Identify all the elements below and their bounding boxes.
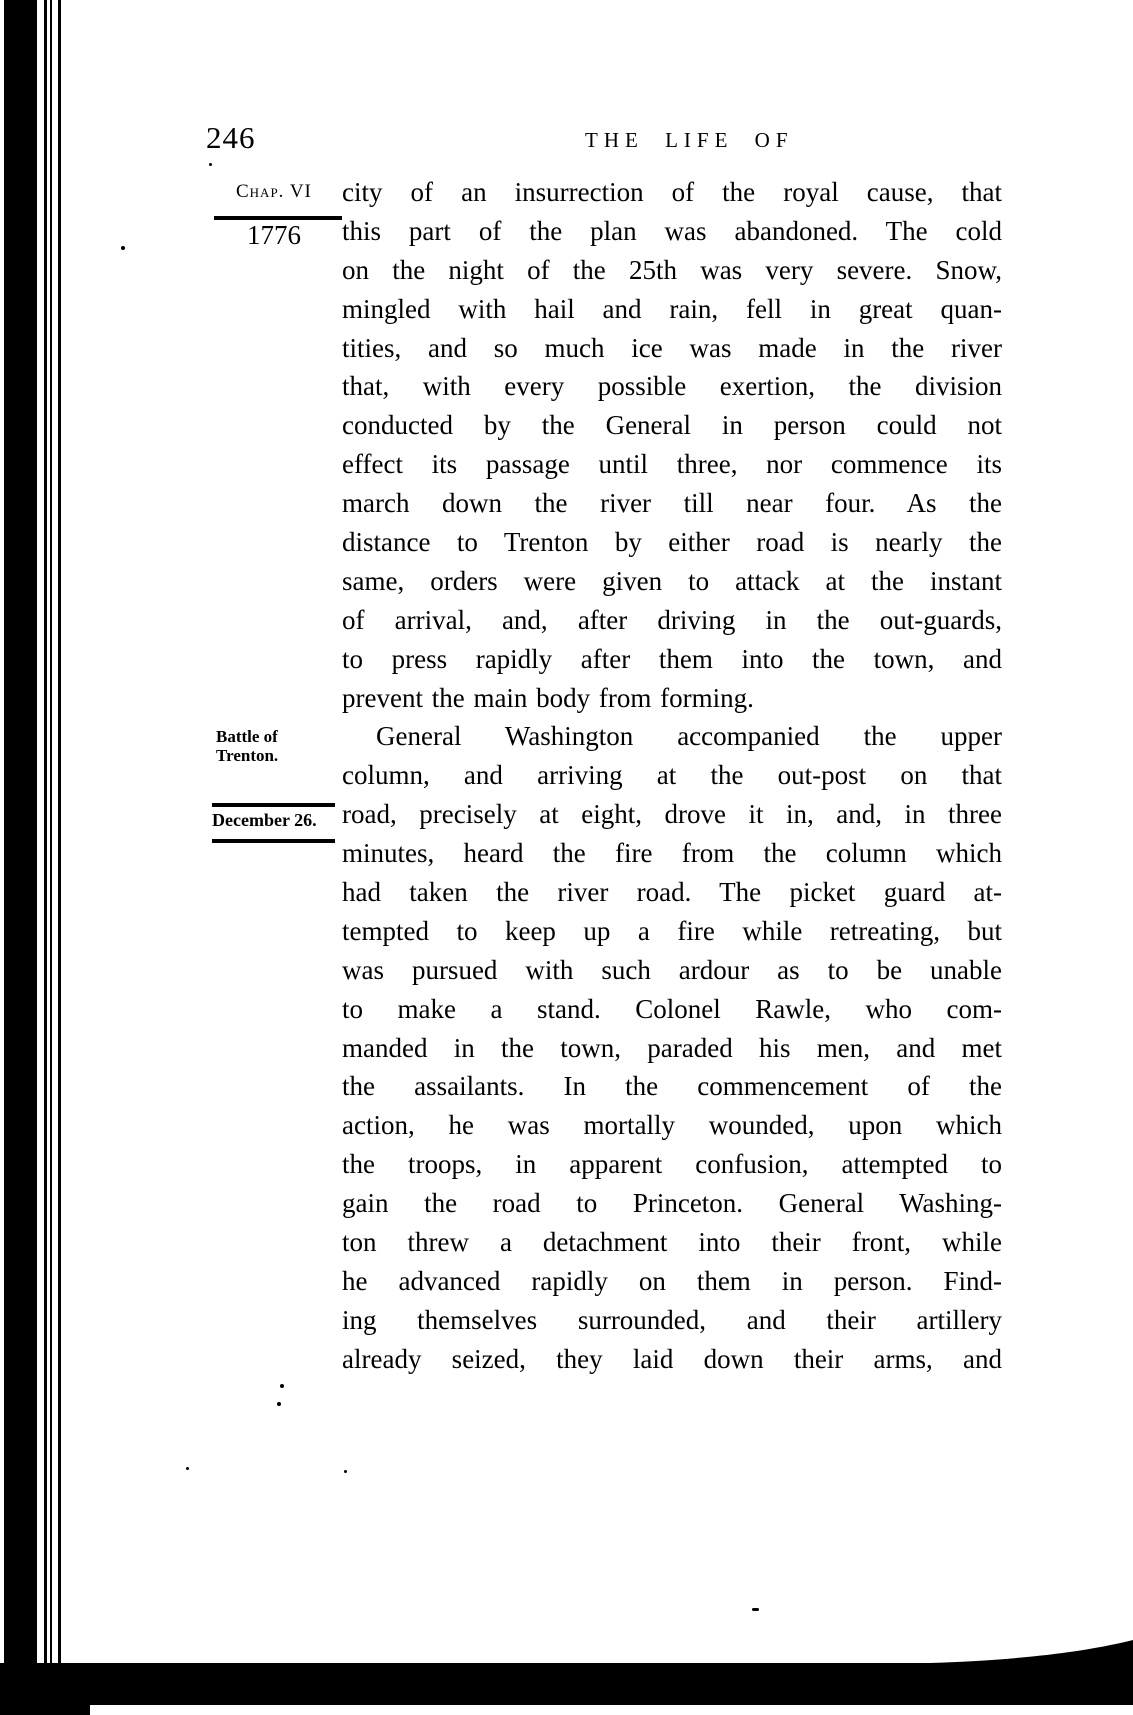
ink-speck <box>186 1467 189 1470</box>
ink-speck <box>209 163 212 166</box>
text-line: tempted to keep up a fire while retreating, but <box>342 915 1002 946</box>
margin-chapter-label: Chap. VI <box>236 181 312 202</box>
page-number: 246 <box>206 120 256 155</box>
text-line: tities, and so much ice was made in the river <box>342 332 1002 363</box>
body-text-block <box>342 173 1002 1379</box>
binding-shadow-bar <box>4 0 37 1715</box>
text-line: this part of the plan was abandoned. The cold <box>342 215 1002 246</box>
text-line: effect its passage until three, nor commence its <box>342 449 1002 480</box>
margin-note-line: Trenton. <box>216 746 279 765</box>
text-line: column, and arriving at the out-post on that <box>342 760 1002 791</box>
text-line: minutes, heard the fire from the column which <box>342 838 1002 869</box>
text-line: ton threw a detachment into their front, while <box>342 1227 1002 1258</box>
text-line: of arrival, and, after driving in the out-guards, <box>342 604 1002 635</box>
ink-speck <box>121 246 125 250</box>
text-line: conducted by the General in person could not <box>342 410 1002 441</box>
text-line: had taken the river road. The picket guard at- <box>342 877 1002 908</box>
text-line-paragraph-start: General Washington accompanied the upper <box>376 721 1002 752</box>
text-line: gain the road to Princeton. General Washing- <box>342 1188 1002 1219</box>
text-line: ing themselves surrounded, and their artillery <box>342 1304 1002 1335</box>
margin-note-battle-of-trenton <box>216 727 278 765</box>
date-note-rule <box>212 803 335 807</box>
text-line: already seized, they laid down their arms, and <box>342 1343 1002 1374</box>
text-line: the assailants. In the commencement of the <box>342 1071 1002 1102</box>
text-line: city of an insurrection of the royal cause, that <box>342 177 1002 207</box>
margin-note-december-26: December 26. <box>212 810 317 830</box>
text-line: road, precisely at eight, drove it in, and, in three <box>342 799 1002 830</box>
text-line: march down the river till near four. As the <box>342 488 1002 519</box>
text-line: was pursued with such ardour as to be unable <box>342 954 1002 985</box>
ink-speck <box>752 1608 759 1611</box>
page-edge-line <box>44 0 47 1715</box>
bottom-scan-bar <box>0 1600 1133 1715</box>
text-line: the troops, in apparent confusion, attempted to <box>342 1149 1002 1180</box>
margin-year-label: 1776 <box>247 220 301 250</box>
margin-note-line: Battle of <box>216 727 278 746</box>
text-line: same, orders were given to attack at the instant <box>342 565 1002 596</box>
text-line: that, with every possible exertion, the division <box>342 371 1002 402</box>
text-line: he advanced rapidly on them in person. Find- <box>342 1265 1002 1296</box>
text-line-paragraph-end: prevent the main body from forming. <box>342 682 754 713</box>
ink-speck <box>344 1470 347 1473</box>
text-line: on the night of the 25th was very severe. Snow, <box>342 254 1002 285</box>
page-edge-line <box>58 0 61 1715</box>
page-edge-line <box>50 0 52 1715</box>
ink-speck <box>280 1384 284 1388</box>
running-header: THE LIFE OF <box>585 128 794 152</box>
date-note-rule <box>212 839 335 843</box>
text-line: distance to Trenton by either road is nearly the <box>342 527 1002 558</box>
text-line: to make a stand. Colonel Rawle, who com- <box>342 993 1002 1024</box>
text-line: manded in the town, paraded his men, and met <box>342 1032 1002 1063</box>
ink-speck <box>277 1402 281 1406</box>
text-line: action, he was mortally wounded, upon which <box>342 1110 1002 1141</box>
text-line: to press rapidly after them into the town, and <box>342 643 1002 674</box>
text-line: mingled with hail and rain, fell in great quan- <box>342 293 1002 324</box>
